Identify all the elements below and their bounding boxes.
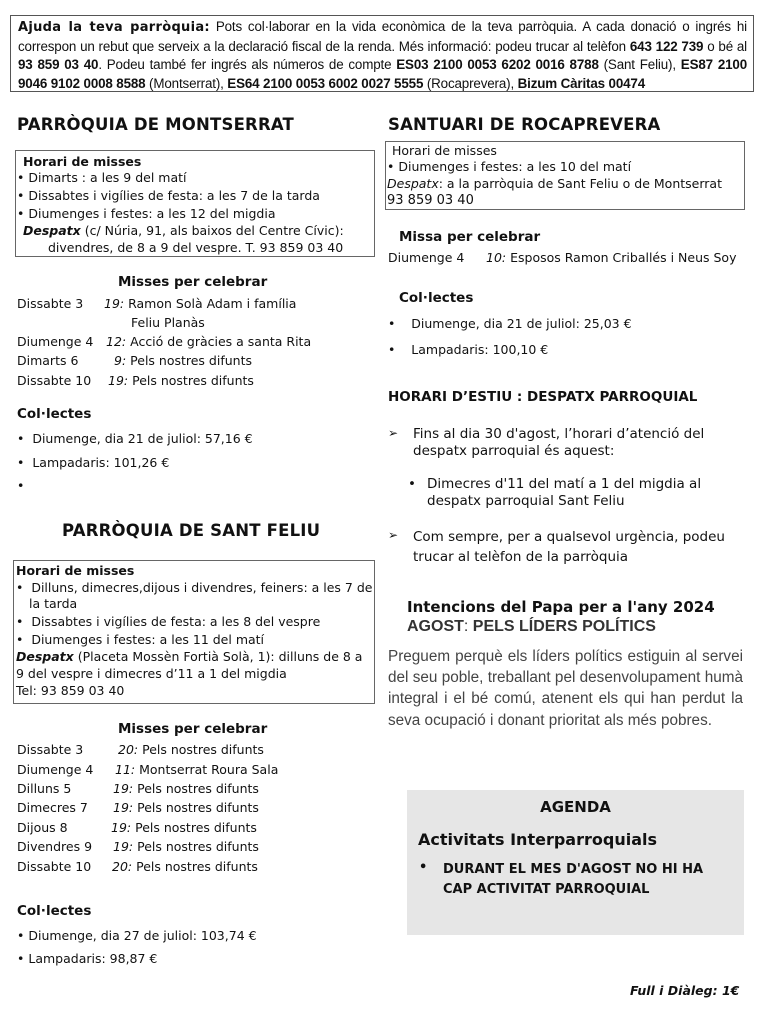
montserrat-title: PARRÒQUIA DE MONTSERRAT	[17, 115, 294, 134]
donation-notice: Ajuda la teva parròquia: Pots col·laborar en la vida econòmica de la teva parròquia. A cada donació o ingrés hi correspon un rebut que serveix a la declaració fiscal de la renda. Més informació: podeu trucar al telèfon 643 122 739 o bé al 93 859 03 40. Podeu també fer ingrés als números de compte ES03 2100 0053 6202 0016 8788 (Sant Feliu), ES87 2100 9046 9102 0008 8588 (Montserrat), ES64 2100 0053 6002 0027 5555 (Rocaprevera), Bizum Càritas 00474	[10, 15, 754, 92]
arrow-bullet-icon: ➢	[388, 528, 399, 542]
mass-row: Divendres 9	[17, 839, 93, 854]
schedule-item: • Dimarts : a les 9 del matí	[17, 170, 187, 185]
papa-intentions-title: Intencions del Papa per a l'any 2024	[407, 598, 715, 616]
mass-row: 20: Pels nostres difunts	[112, 859, 258, 874]
collection-item: • Lampadaris: 101,26 €	[17, 455, 170, 470]
mass-row: 9: Pels nostres difunts	[114, 353, 252, 368]
bizum-code: Bizum Càritas 00474	[517, 75, 646, 91]
iban-rocaprevera: ES64 2100 0053 6002 0027 5555	[227, 75, 424, 91]
mass-row: 19: Ramon Solà Adam i família	[104, 296, 297, 311]
mass-row: Dissabte 10	[17, 859, 92, 874]
mass-row: 10: Esposos Ramon Criballés i Neus Soy	[486, 250, 737, 265]
schedule-item: • Diumenges i festes: a les 10 del matí	[387, 159, 632, 174]
santfeliu-collections-title: Col·lectes	[17, 903, 92, 919]
mass-row: 12: Acció de gràcies a santa Rita	[106, 334, 312, 349]
office-phone: Tel: 93 859 03 40	[16, 683, 125, 698]
mass-row: 19: Pels nostres difunts	[113, 839, 259, 854]
schedule-title: Horari de misses	[23, 154, 142, 169]
bullet-icon: •	[419, 860, 428, 875]
rocaprevera-schedule-box	[385, 141, 745, 210]
rocaprevera-title: SANTUARI DE ROCAPREVERA	[388, 115, 661, 134]
summer-item: Fins al dia 30 d'agost, l’horari d’atenció del despatx parroquial és aquest:	[413, 426, 705, 459]
collection-item: • Lampadaris: 100,10 €	[388, 342, 549, 357]
mass-row: Dilluns 5	[17, 781, 72, 796]
mass-row: Dimarts 6	[17, 353, 79, 368]
montserrat-schedule-box	[15, 150, 375, 257]
schedule-item: • Diumenges i festes: a les 12 del migdia	[17, 206, 276, 221]
mass-row: 19: Pels nostres difunts	[113, 800, 259, 815]
collection-item-empty: •	[17, 478, 25, 493]
papa-month-intention: AGOST: PELS LÍDERS POLÍTICS	[407, 618, 656, 635]
santfeliu-schedule-box	[13, 560, 375, 704]
mass-row: 20: Pels nostres difunts	[118, 742, 264, 757]
office-phone: 93 859 03 40	[387, 193, 474, 208]
schedule-title: Horari de misses	[16, 563, 135, 578]
collection-item: • Diumenge, dia 27 de juliol: 103,74 €	[17, 928, 257, 943]
papa-intention-text: Preguem perquè els líders polítics estiguin al servei del seu poble, treballant pel desenvolupament humà integral i el bé comú, atenent els qui han perdut la seva ocupació i donant prioritat als més pobres.	[388, 648, 743, 729]
arrow-bullet-icon: ➢	[388, 426, 399, 440]
agenda-subtitle: Activitats Interparroquials	[418, 830, 657, 849]
office-hours-detail: divendres, de 8 a 9 del vespre. T. 93 859 03 40	[48, 240, 344, 255]
montserrat-collections-title: Col·lectes	[17, 406, 92, 422]
office-hours: Despatx: a la parròquia de Sant Feliu o de Montserrat	[387, 176, 722, 191]
mass-row: Dissabte 3	[17, 742, 84, 757]
santfeliu-title: PARRÒQUIA DE SANT FELIU	[62, 521, 321, 540]
iban-montserrat: ES87 2100 9046 9102 0008 8588	[18, 57, 748, 91]
schedule-title: Horari de misses	[392, 143, 497, 158]
schedule-item: • Dissabtes i vigílies de festa: a les 8 del vespre	[16, 614, 321, 629]
agenda-item: DURANT EL MES D'AGOST NO HI HA CAP ACTIVITAT PARROQUIAL	[443, 862, 704, 897]
summer-hours-title: HORARI D’ESTIU : DESPATX PARROQUIAL	[388, 389, 698, 405]
mass-row: Dijous 8	[17, 820, 68, 835]
mass-row: 19: Pels nostres difunts	[108, 373, 254, 388]
collection-item: • Diumenge, dia 21 de juliol: 57,16 €	[17, 431, 253, 446]
collection-item: • Diumenge, dia 21 de juliol: 25,03 €	[388, 316, 632, 331]
schedule-item-cont: la tarda	[29, 596, 78, 611]
summer-subitem: Dimecres d'11 del matí a 1 del migdia al despatx parroquial Sant Feliu	[427, 476, 702, 509]
santfeliu-masses-title: Misses per celebrar	[118, 721, 268, 737]
mass-row: Feliu Planàs	[131, 315, 205, 330]
collection-item: • Lampadaris: 98,87 €	[17, 951, 158, 966]
footer-price: Full i Diàleg: 1€	[630, 983, 740, 998]
montserrat-masses-title: Misses per celebrar	[118, 274, 268, 290]
mass-row: 11: Montserrat Roura Sala	[115, 762, 279, 777]
mass-row: Diumenge 4	[388, 250, 465, 265]
rocaprevera-masses-title: Missa per celebrar	[399, 229, 541, 245]
mass-row: 19: Pels nostres difunts	[111, 820, 257, 835]
schedule-item: • Diumenges i festes: a les 11 del matí	[16, 632, 265, 647]
mass-row: Dissabte 3	[17, 296, 84, 311]
mass-row: Dimecres 7	[17, 800, 88, 815]
mass-row: Dissabte 10	[17, 373, 92, 388]
agenda-title: AGENDA	[540, 798, 611, 816]
office-hours: Despatx (Placeta Mossèn Fortià Solà, 1): dilluns de 8 a	[16, 649, 363, 664]
mass-row: Diumenge 4	[17, 334, 94, 349]
bullet-icon: •	[408, 476, 416, 492]
schedule-item: • Dilluns, dimecres,dijous i divendres, feiners: a les 7 de	[16, 580, 373, 595]
phone-mobile: 643 122 739	[629, 38, 704, 54]
donation-lead: Ajuda la teva parròquia:	[18, 20, 210, 35]
schedule-item: • Dissabtes i vigílies de festa: a les 7 de la tarda	[17, 188, 320, 203]
mass-row: Diumenge 4	[17, 762, 94, 777]
office-hours-detail: 9 del vespre i dimecres d’11 a 1 del migdia	[16, 666, 287, 681]
office-hours: Despatx (c/ Núria, 91, als baixos del Centre Cívic):	[23, 223, 344, 238]
mass-row: 19: Pels nostres difunts	[113, 781, 259, 796]
rocaprevera-collections-title: Col·lectes	[399, 290, 474, 306]
summer-item: Com sempre, per a qualsevol urgència, podeu trucar al telèfon de la parròquia	[413, 529, 725, 565]
iban-santfeliu: ES03 2100 0053 6202 0016 8788	[396, 57, 599, 73]
agenda-box	[407, 790, 744, 935]
phone-parish: 93 859 03 40	[18, 57, 99, 73]
